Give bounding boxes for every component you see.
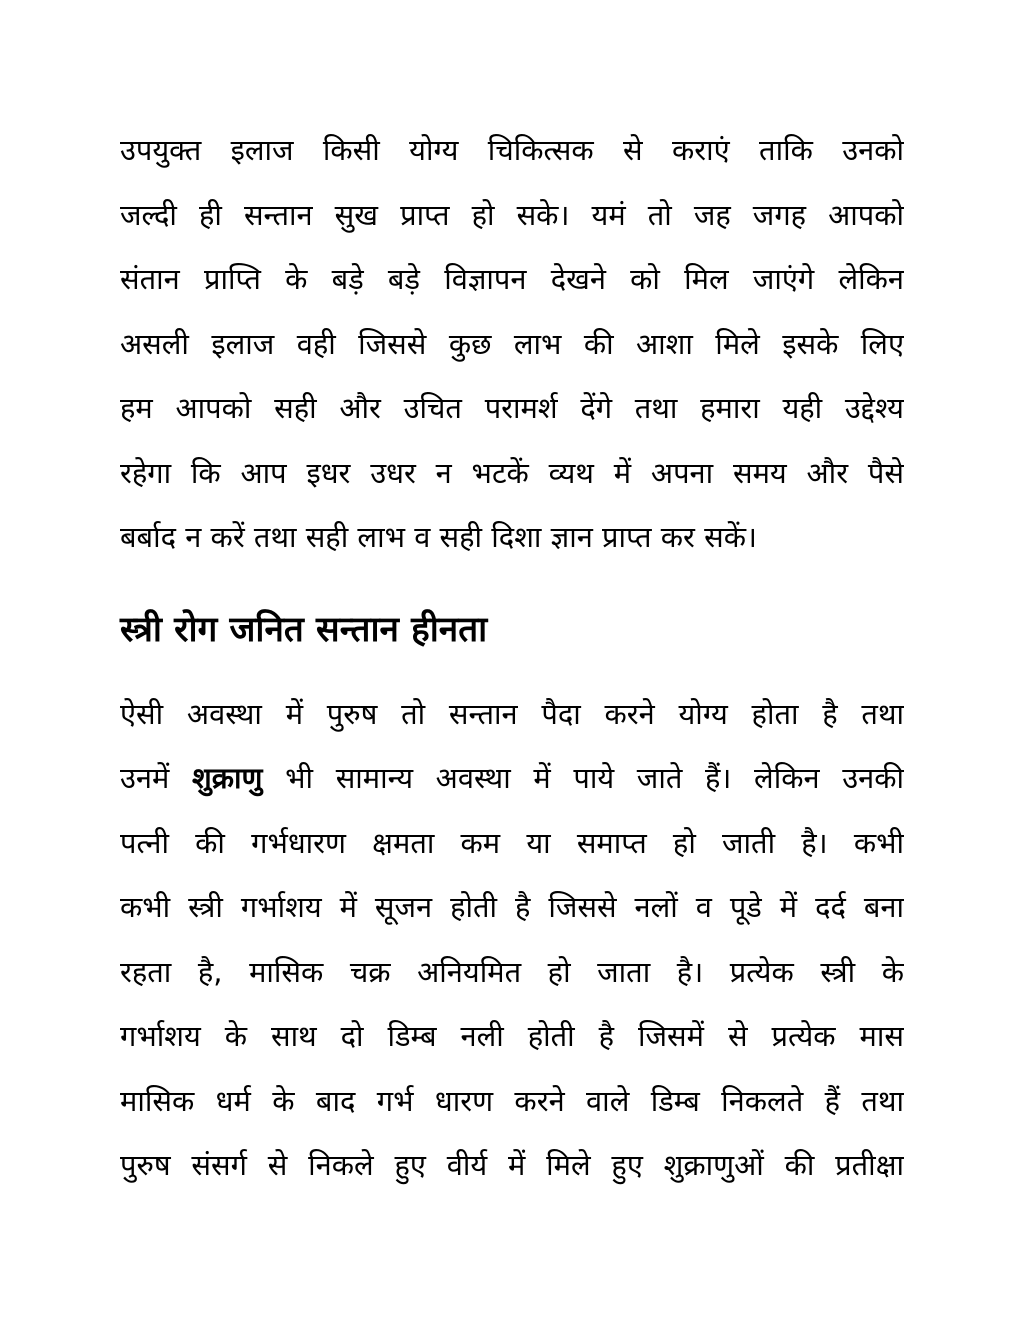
- bold-term: शुक्राणु: [192, 761, 263, 795]
- paragraph-line: रहता है, मासिक चक्र अनियमित हो जाता है। प्रत्येक स्त्री के: [120, 954, 904, 989]
- paragraph-line: ऐसी अवस्था में पुरुष तो सन्तान पैदा करने योग्य होता है तथा: [120, 696, 904, 731]
- paragraph-line: मासिक धर्म के बाद गर्भ धारण करने वाले डिम्ब निकलते हैं तथा: [120, 1083, 904, 1118]
- paragraph-line: असली इलाज वही जिससे कुछ लाभ की आशा मिले इसके लिए: [120, 326, 904, 361]
- paragraph-line: उपयुक्त इलाज किसी योग्य चिकित्सक से कराएं ताकि उनको: [120, 133, 904, 167]
- paragraph-line: रहेगा कि आप इधर उधर न भटकें व्यथ में अपना समय और पैसे: [120, 455, 904, 490]
- paragraph-line-mixed: [120, 746, 904, 811]
- paragraph-line: जल्दी ही सन्तान सुख प्राप्त हो सके। यमं तो जह जगह आपको: [120, 197, 904, 232]
- paragraph-line: कभी स्त्री गर्भाशय में सूजन होती है जिससे नलों व पूडे में दर्द बना: [120, 890, 904, 924]
- paragraph-line: हम आपको सही और उचित परामर्श देंगे तथा हमारा यही उद्देश्य: [120, 391, 904, 425]
- document-page: [120, 118, 904, 1198]
- paragraph-line: संतान प्राप्ति के बड़े बड़े विज्ञापन देखने को मिल जाएंगे लेकिन: [120, 262, 904, 296]
- paragraph-line: पत्नी की गर्भधारण क्षमता कम या समाप्त हो जाती है। कभी: [120, 825, 904, 860]
- paragraph-body: [120, 682, 904, 1198]
- line-suffix: भी सामान्य अवस्था में पाये जाते हैं। लेकिन उनकी: [285, 761, 904, 795]
- line-prefix: उनमें: [120, 761, 170, 795]
- paragraph-line: बर्बाद न करें तथा सही लाभ व सही दिशा ज्ञान प्राप्त कर सकें।: [120, 520, 757, 554]
- section-heading: स्त्री रोग जनित सन्तान हीनता: [120, 609, 488, 650]
- paragraph-intro: [120, 118, 904, 570]
- paragraph-line: पुरुष संसर्ग से निकले हुए वीर्य में मिले हुए शुक्राणुओं की प्रतीक्षा: [120, 1148, 904, 1182]
- paragraph-line: गर्भाशय के साथ दो डिम्ब नली होती है जिसमें से प्रत्येक मास: [120, 1019, 904, 1053]
